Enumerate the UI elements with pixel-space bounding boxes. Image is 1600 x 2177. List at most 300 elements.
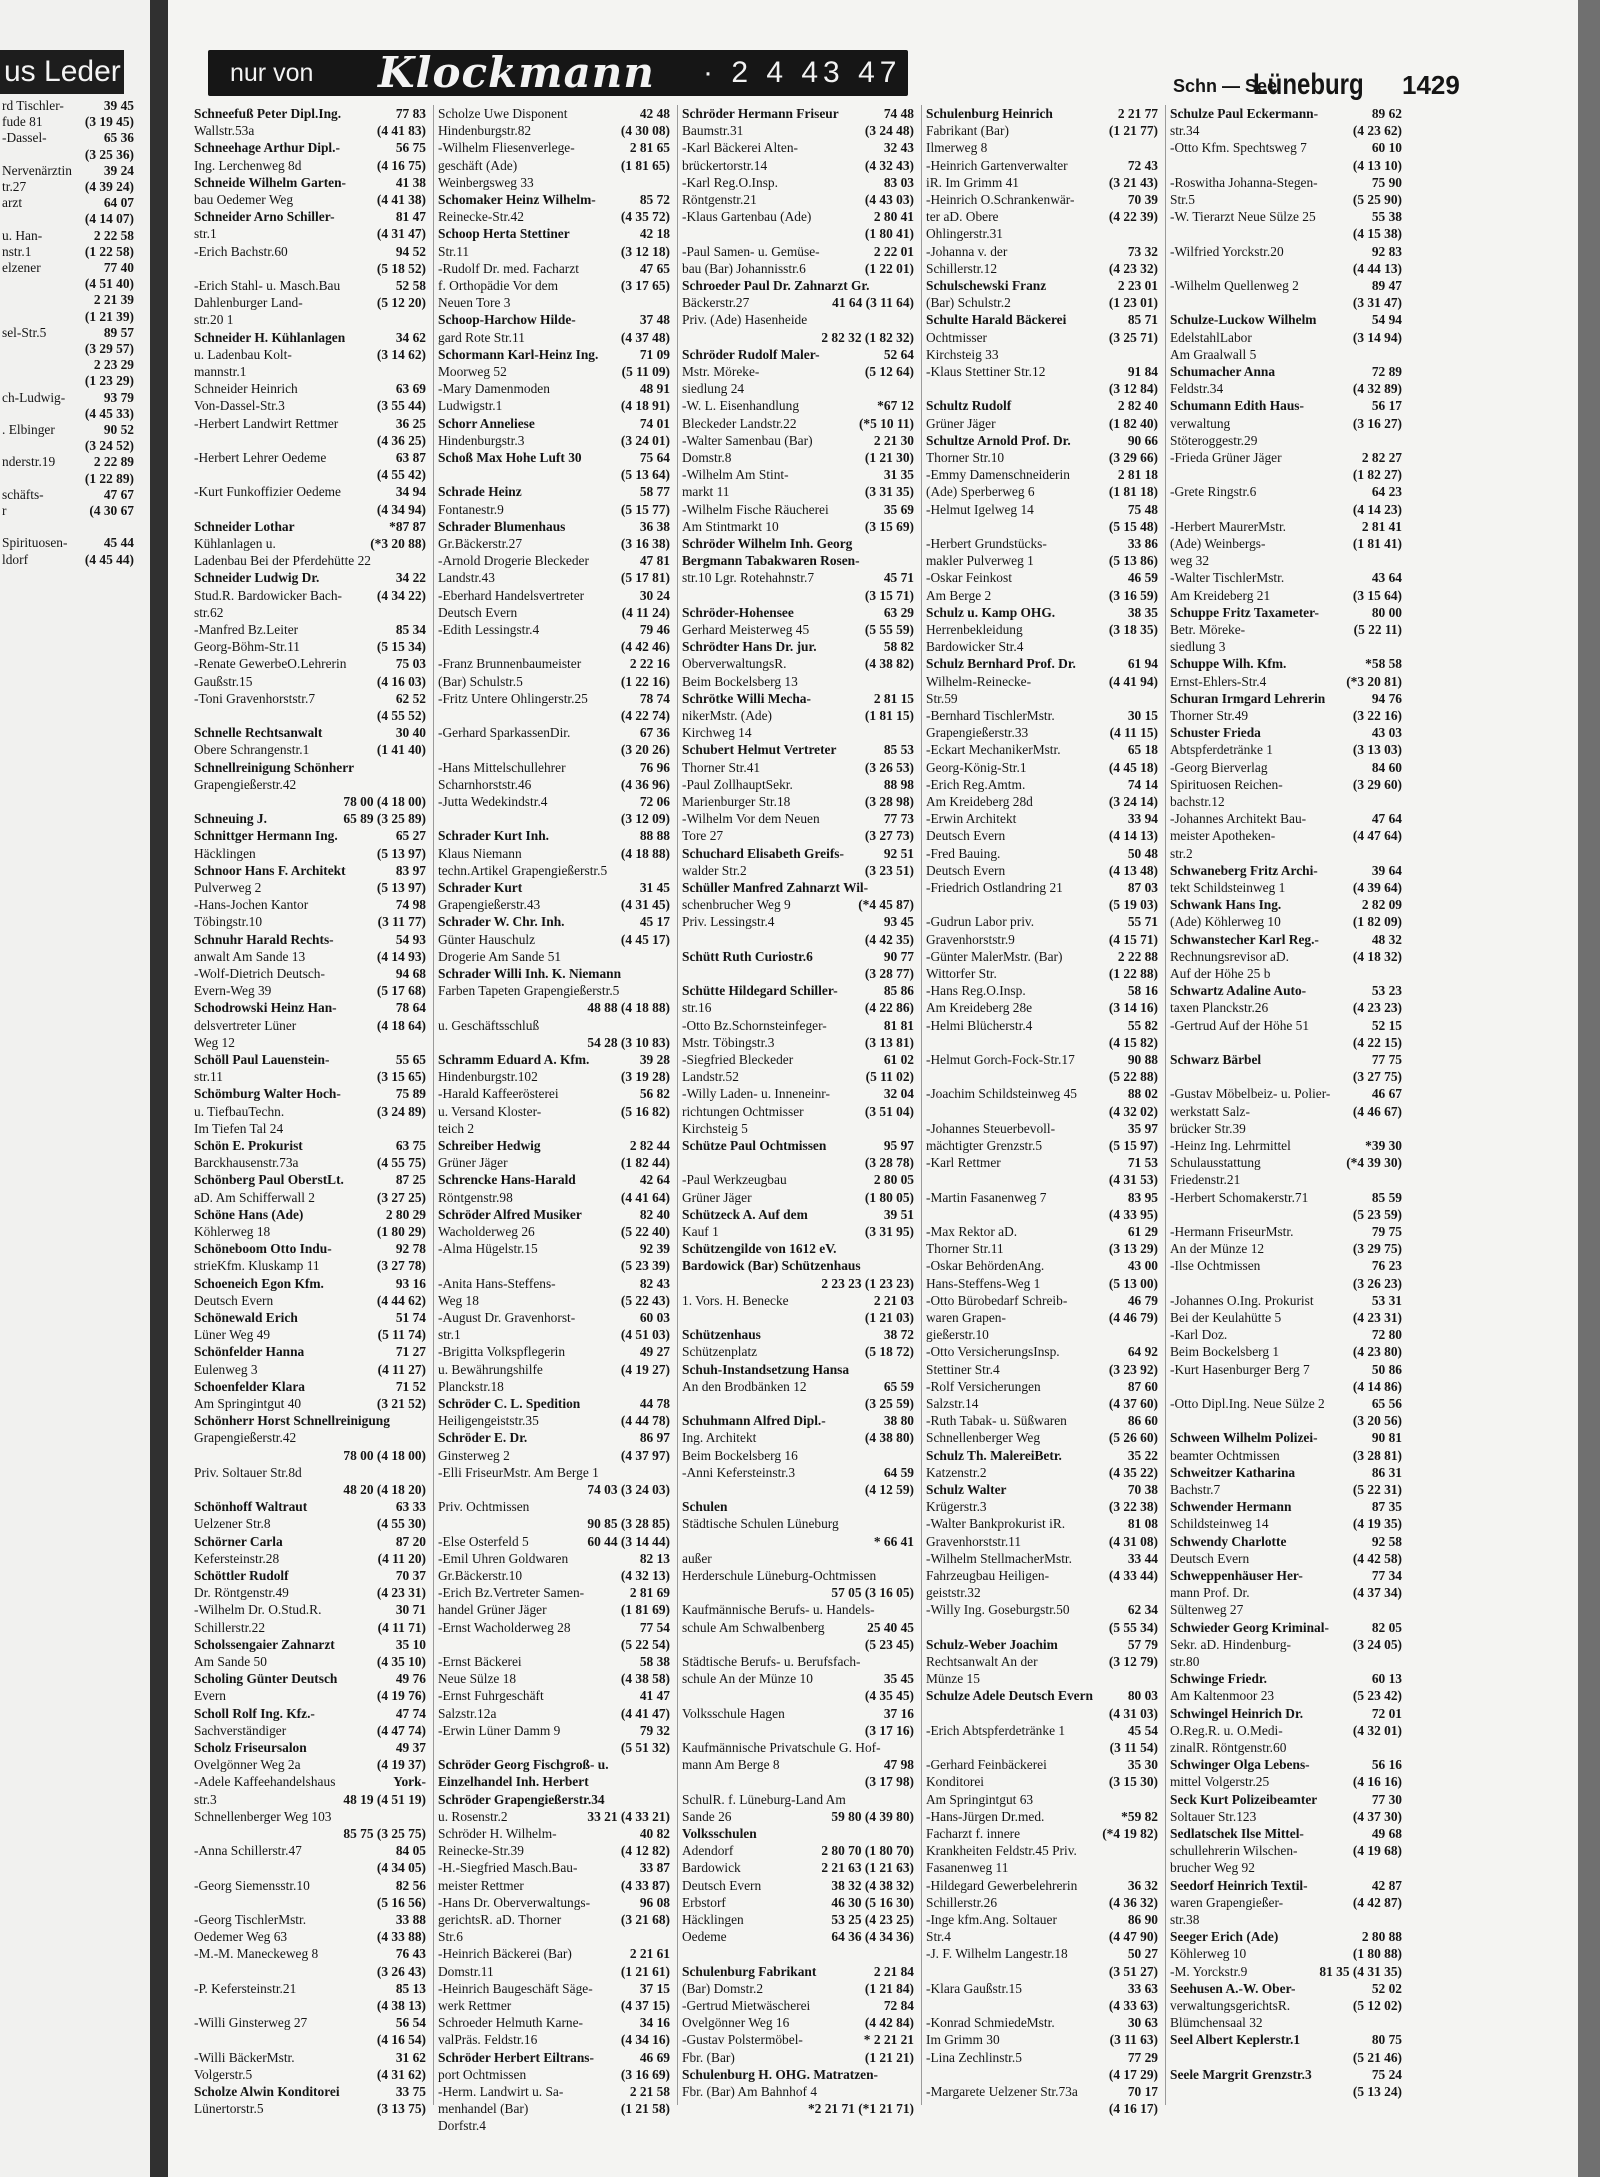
entry-text: -Emmy Damenschneiderin xyxy=(926,467,1070,483)
phone-number: (5 18 52) xyxy=(374,260,426,277)
entry-text: Georg-König-Str.1 xyxy=(926,759,1027,775)
directory-entry-line xyxy=(438,2117,670,2134)
entry-name: Schönfelder Hanna xyxy=(194,1344,305,1360)
directory-entry-line xyxy=(682,311,914,328)
directory-entry-line xyxy=(438,1670,670,1687)
directory-entry-line xyxy=(1170,139,1402,156)
entry-text: werk Rettmer xyxy=(438,1998,512,2013)
entry-text: fude 81 xyxy=(2,114,43,130)
directory-entry-line xyxy=(926,1773,1158,1790)
entry-text: -Walter TischlerMstr. xyxy=(1170,570,1285,586)
entry-text: Schillerstr.22 xyxy=(194,1619,266,1635)
phone-number: (4 41 38) xyxy=(374,191,426,208)
directory-entry-line xyxy=(682,1361,914,1378)
phone-number: 48 91 xyxy=(637,380,670,397)
directory-entry-line xyxy=(682,1017,914,1034)
directory-entry-line xyxy=(926,1447,1158,1464)
directory-entry-line xyxy=(682,1808,914,1825)
directory-entry-line xyxy=(1170,673,1402,690)
phone-number: 50 86 xyxy=(1369,1361,1402,1378)
directory-entry-line xyxy=(194,1533,426,1550)
entry-text: Ovelgönner Weg 16 xyxy=(682,2015,790,2031)
entry-text: -P. Kefersteinstr.21 xyxy=(194,1980,297,1996)
directory-entry-line xyxy=(1170,1791,1402,1808)
phone-number: (4 38 58) xyxy=(618,1670,670,1687)
entry-text: -Hermann FriseurMstr. xyxy=(1170,1224,1294,1239)
phone-number: (5 23 45) xyxy=(862,1636,914,1653)
directory-entry-line xyxy=(194,982,426,999)
phone-number: (*4 45 87) xyxy=(855,896,914,913)
previous-page-line xyxy=(2,535,134,551)
entry-text: Deutsch Evern xyxy=(1170,1550,1250,1566)
phone-number: (4 35 10) xyxy=(374,1653,426,1670)
entry-text: Wittorfer Str. xyxy=(926,966,997,981)
phone-number: 48 32 xyxy=(1369,931,1402,948)
entry-text: port Ochtmissen xyxy=(438,2066,527,2082)
phone-number: (4 33 44) xyxy=(1106,1567,1158,1584)
phone-number: 45 44 xyxy=(103,535,134,551)
phone-number: 65 56 xyxy=(1369,1395,1402,1412)
phone-number: (3 29 66) xyxy=(1106,449,1158,466)
phone-number: 75 90 xyxy=(1369,174,1402,191)
directory-entry-line xyxy=(438,1051,670,1068)
directory-entry-line xyxy=(1170,1670,1402,1687)
phone-number: 81 35 (4 31 35) xyxy=(1316,1963,1402,1980)
directory-entry-line xyxy=(682,1791,914,1808)
directory-entry-line xyxy=(682,1429,914,1446)
phone-number: 2 23 01 xyxy=(1115,277,1158,294)
phone-number: 44 78 xyxy=(637,1395,670,1412)
phone-number: (3 24 48) xyxy=(862,122,914,139)
phone-number: (5 17 81) xyxy=(618,569,670,586)
phone-number: 43 64 xyxy=(1369,569,1402,586)
entry-text: Uelzener Str.8 xyxy=(194,1516,271,1532)
directory-entry-line xyxy=(926,1825,1158,1842)
entry-text: -Ernst Fuhrgeschäft xyxy=(438,1688,544,1704)
phone-number: (1 80 05) xyxy=(862,1189,914,1206)
entry-name: Schoenfelder Klara xyxy=(194,1378,305,1394)
directory-entry-line xyxy=(194,139,426,156)
directory-entry-line xyxy=(438,1842,670,1859)
entry-text: Kauf 1 xyxy=(682,1224,719,1239)
directory-entry-line xyxy=(926,1877,1158,1894)
phone-number: (*3 20 88) xyxy=(367,535,426,552)
phone-number: 60 10 xyxy=(1369,139,1402,156)
entry-text: Eulenweg 3 xyxy=(194,1361,258,1377)
entry-text: -Walter Samenbau (Bar) xyxy=(682,432,813,448)
directory-entry-line xyxy=(1170,1567,1402,1584)
entry-name: Scholssengaier Zahnarzt xyxy=(194,1636,335,1652)
phone-number: 61 29 xyxy=(1125,1223,1158,1240)
directory-entry-line xyxy=(1170,191,1402,208)
directory-entry-line xyxy=(682,1533,914,1550)
directory-entry-line xyxy=(438,346,670,363)
phone-number: 2 23 29 xyxy=(93,357,134,373)
directory-entry-line xyxy=(1170,707,1402,724)
phone-number: 65 89 (3 25 89) xyxy=(340,810,426,827)
directory-entry-line xyxy=(682,965,914,982)
entry-text: schenbrucher Weg 9 xyxy=(682,897,791,913)
entry-text: -Fred Bauing. xyxy=(926,845,1001,861)
phone-number: (1 22 58) xyxy=(84,243,134,259)
entry-text: Beim Bockelsberg 13 xyxy=(682,673,798,689)
phone-number: 34 94 xyxy=(393,483,426,500)
entry-text: Herderschule Lüneburg-Ochtmissen xyxy=(682,1568,877,1583)
directory-column-1 xyxy=(194,105,430,2165)
phone-number: (1 82 44) xyxy=(618,1154,670,1171)
directory-entry-line xyxy=(1170,931,1402,948)
phone-number: 2 82 44 xyxy=(627,1137,670,1154)
entry-name: Schöneboom Otto Indu- xyxy=(194,1241,332,1257)
directory-entry-line xyxy=(926,1326,1158,1343)
entry-text: -Hans-Jochen Kantor xyxy=(194,897,309,913)
directory-entry-line xyxy=(682,2049,914,2066)
entry-text: Baumstr.31 xyxy=(682,123,744,139)
entry-name: Schwinge Friedr. xyxy=(1170,1671,1267,1687)
directory-entry-line xyxy=(682,1825,914,1842)
directory-entry-line xyxy=(194,1326,426,1343)
directory-entry-line xyxy=(926,2100,1158,2117)
entry-text: O.Reg.R. u. O.Medi- xyxy=(1170,1722,1283,1738)
phone-number: 61 94 xyxy=(1125,655,1158,672)
entry-text: -Lina Zechlinstr.5 xyxy=(926,2049,1022,2065)
directory-entry-line xyxy=(682,759,914,776)
phone-number: 31 45 xyxy=(637,879,670,896)
phone-number: 40 82 xyxy=(637,1825,670,1842)
phone-number: (3 23 51) xyxy=(862,862,914,879)
directory-entry-line xyxy=(1170,1447,1402,1464)
entry-text: (Ade) Köhlerweg 10 xyxy=(1170,914,1281,930)
phone-number: *2 21 71 (*1 21 71) xyxy=(805,2100,914,2117)
phone-number: (4 45 33) xyxy=(84,405,134,421)
directory-entry-line xyxy=(438,363,670,380)
entry-name: Schwieder Georg Kriminal- xyxy=(1170,1619,1329,1635)
phone-number: (4 19 27) xyxy=(618,1361,670,1378)
directory-entry-line xyxy=(682,638,914,655)
entry-text: Ladenbau Bei der Pferdehütte 22 xyxy=(194,553,371,569)
entry-text: ldorf xyxy=(2,551,29,567)
phone-number: 2 22 89 xyxy=(93,454,134,470)
directory-entry-line xyxy=(682,1877,914,1894)
directory-entry-line xyxy=(194,793,426,810)
entry-text: -Gustav Möbelbeiz- u. Polier- xyxy=(1170,1086,1331,1102)
entry-text: Am Kreideberg 28d xyxy=(926,794,1033,809)
directory-entry-line xyxy=(926,982,1158,999)
phone-number: 83 95 xyxy=(1125,1189,1158,1206)
directory-entry-line xyxy=(1170,810,1402,827)
directory-entry-line xyxy=(438,1722,670,1739)
directory-entry-line xyxy=(194,604,426,621)
phone-number: (3 27 25) xyxy=(374,1189,426,1206)
directory-entry-line xyxy=(682,1154,914,1171)
entry-text: Domstr.8 xyxy=(682,450,732,465)
entry-text: An der Münze 12 xyxy=(1170,1241,1265,1257)
directory-entry-line xyxy=(1170,1395,1402,1412)
entry-name: Schrader Kurt xyxy=(438,880,523,895)
directory-entry-line xyxy=(194,1137,426,1154)
directory-entry-line xyxy=(682,535,914,552)
phone-number: 78 00 (4 18 00) xyxy=(340,1447,426,1464)
entry-text: schäfts- xyxy=(2,486,44,502)
phone-number: (4 44 62) xyxy=(374,1292,426,1309)
entry-text: str.10 Lgr. Rotehahnstr.7 xyxy=(682,570,815,586)
phone-number: (5 23 59) xyxy=(1350,1206,1402,1223)
directory-entry-line xyxy=(1170,1739,1402,1756)
phone-number: (4 19 76) xyxy=(374,1687,426,1704)
directory-entry-line xyxy=(194,724,426,741)
entry-name: Schröder E. Dr. xyxy=(438,1430,528,1446)
entry-text: -Edith Lessingstr.4 xyxy=(438,622,540,637)
directory-entry-line xyxy=(194,122,426,139)
phone-number: 36 32 xyxy=(1125,1877,1158,1894)
directory-entry-line xyxy=(1170,1859,1402,1876)
entry-text: str.2 xyxy=(1170,845,1193,861)
entry-text: (Bar) Domstr.2 xyxy=(682,1980,764,1996)
directory-entry-line xyxy=(194,999,426,1016)
directory-entry-line xyxy=(194,810,426,827)
entry-text: Deutsch Evern xyxy=(682,1877,762,1893)
entry-name: Schützeck A. Auf dem xyxy=(682,1206,808,1222)
entry-text: Obere Schrangenstr.1 xyxy=(194,742,310,758)
phone-number: 76 23 xyxy=(1369,1257,1402,1274)
phone-number: 39 45 xyxy=(103,98,134,113)
phone-number: 47 67 xyxy=(103,486,134,502)
entry-text: -Heinz Ing. Lehrmittel xyxy=(1170,1138,1291,1153)
phone-number: 2 81 41 xyxy=(1359,518,1402,535)
phone-number: (4 44 13) xyxy=(1350,260,1402,277)
phone-number: 64 07 xyxy=(103,195,134,211)
phone-number: 85 59 xyxy=(1369,1189,1402,1206)
phone-number: 70 37 xyxy=(393,1567,426,1584)
phone-number: 47 81 xyxy=(637,552,670,569)
directory-entry-line xyxy=(194,1567,426,1584)
phone-number: (3 20 56) xyxy=(1350,1412,1402,1429)
phone-number: (4 39 64) xyxy=(1350,879,1402,896)
directory-entry-line xyxy=(438,1447,670,1464)
directory-entry-line xyxy=(1170,277,1402,294)
entry-text: siedlung 24 xyxy=(682,381,745,397)
directory-entry-line xyxy=(1170,1017,1402,1034)
phone-number: (4 33 87) xyxy=(618,1877,670,1894)
phone-number: (4 14 13) xyxy=(1106,827,1158,844)
directory-entry-line xyxy=(1170,587,1402,604)
entry-text: markt 11 xyxy=(682,484,730,500)
phone-number: (5 25 90) xyxy=(1350,191,1402,208)
directory-column-5 xyxy=(1170,105,1406,2165)
phone-number: 47 65 xyxy=(637,260,670,277)
phone-number: 2 21 84 xyxy=(871,1963,914,1980)
entry-text: Gerhard Meisterweg 45 xyxy=(682,622,810,637)
directory-entry-line xyxy=(1170,1361,1402,1378)
entry-name: Schwarz Bärbel xyxy=(1170,1052,1262,1067)
phone-number: (3 17 98) xyxy=(862,1773,914,1790)
phone-number: 35 10 xyxy=(393,1636,426,1653)
directory-entry-line xyxy=(194,1842,426,1859)
phone-number: 49 68 xyxy=(1369,1825,1402,1842)
entry-text: OberverwaltungsR. xyxy=(682,656,787,672)
entry-name: Schröder Rudolf Maler- xyxy=(682,346,820,362)
entry-text: Dorfstr.4 xyxy=(438,2118,486,2134)
entry-name: Schrader Willi Inh. K. Niemann xyxy=(438,966,622,981)
directory-entry-line xyxy=(194,1894,426,1911)
phone-number: 38 32 (4 38 32) xyxy=(828,1877,914,1894)
entry-text: -Georg Bierverlag xyxy=(1170,759,1268,775)
phone-number: (3 13 81) xyxy=(862,1034,914,1051)
entry-text: Bardowicker Str.4 xyxy=(926,639,1024,655)
advertisement-banner xyxy=(208,50,908,96)
phone-number: 35 45 xyxy=(881,1670,914,1687)
entry-text: u. Ladenbau Kolt- xyxy=(194,346,292,362)
directory-entry-line xyxy=(682,1515,914,1532)
phone-number: 2 21 77 xyxy=(1115,105,1158,122)
directory-entry-line xyxy=(1170,776,1402,793)
directory-entry-line xyxy=(926,380,1158,397)
entry-text: -Helmut Igelweg 14 xyxy=(926,501,1034,517)
directory-entry-line xyxy=(682,913,914,930)
phone-number: 49 37 xyxy=(393,1739,426,1756)
directory-entry-line xyxy=(438,1533,670,1550)
directory-entry-line xyxy=(682,191,914,208)
entry-text: Kirchsteig 5 xyxy=(682,1120,748,1136)
phone-number: (4 23 31) xyxy=(1350,1309,1402,1326)
directory-entry-line xyxy=(926,1189,1158,1206)
entry-text: Neue Sülze 18 xyxy=(438,1671,517,1687)
phone-number: 71 53 xyxy=(1125,1154,1158,1171)
phone-number: (3 22 38) xyxy=(1106,1498,1158,1515)
directory-entry-line xyxy=(438,1894,670,1911)
entry-name: Schröder Wilhelm Inh. Georg xyxy=(682,536,853,551)
entry-text: -Helmi Blücherstr.4 xyxy=(926,1017,1033,1033)
entry-text: weg 32 xyxy=(1170,553,1210,569)
directory-entry-line xyxy=(682,2031,914,2048)
previous-page-line xyxy=(2,503,134,519)
entry-text: r xyxy=(2,503,7,518)
phone-number: (3 23 92) xyxy=(1106,1361,1158,1378)
phone-number: (3 13 03) xyxy=(1350,741,1402,758)
directory-entry-line xyxy=(682,1687,914,1704)
entry-text: Barckhausenstr.73a xyxy=(194,1155,299,1171)
phone-number: *39 30 xyxy=(1362,1137,1402,1154)
phone-number: (4 55 75) xyxy=(374,1154,426,1171)
directory-entry-line xyxy=(438,1464,670,1481)
directory-entry-line xyxy=(682,1756,914,1773)
entry-text: Häcklingen xyxy=(682,1912,744,1927)
directory-entry-line xyxy=(194,1739,426,1756)
entry-text: Kaufmännische Berufs- u. Handels- xyxy=(682,1602,875,1618)
directory-entry-line xyxy=(438,157,670,174)
directory-entry-line xyxy=(926,604,1158,621)
entry-name: Schultze Arnold Prof. Dr. xyxy=(926,432,1071,448)
directory-entry-line xyxy=(926,1378,1158,1395)
entry-name: Schulenburg Heinrich xyxy=(926,106,1053,121)
entry-text: valPräs. Feldstr.16 xyxy=(438,2032,538,2048)
entry-text: meister Apotheken- xyxy=(1170,828,1276,844)
directory-entry-line xyxy=(194,157,426,174)
directory-entry-line xyxy=(438,1068,670,1085)
directory-entry-line xyxy=(438,329,670,346)
entry-text: Stud.R. Bardowicker Bach- xyxy=(194,587,343,603)
entry-name: Schuppe Wilh. Kfm. xyxy=(1170,656,1287,672)
directory-entry-line xyxy=(438,191,670,208)
entry-name: Schöne Hans (Ade) xyxy=(194,1206,304,1222)
phone-number: 2 80 88 xyxy=(1359,1928,1402,1945)
phone-number: 62 52 xyxy=(393,690,426,707)
directory-entry-line xyxy=(438,1017,670,1034)
phone-number: 30 71 xyxy=(393,1601,426,1618)
directory-entry-line xyxy=(1170,122,1402,139)
phone-number: 60 03 xyxy=(637,1309,670,1326)
directory-entry-line xyxy=(926,896,1158,913)
directory-entry-line xyxy=(682,1894,914,1911)
entry-text: str.1 xyxy=(438,1327,461,1343)
phone-number: (3 51 04) xyxy=(862,1103,914,1120)
phone-number: (4 14 23) xyxy=(1350,501,1402,518)
directory-entry-line xyxy=(194,1945,426,1962)
directory-entry-line xyxy=(438,1223,670,1240)
directory-entry-line xyxy=(438,1412,670,1429)
directory-entry-line xyxy=(194,260,426,277)
entry-text: Ing. Lerchenweg 8d xyxy=(194,157,302,173)
phone-number: (4 38 82) xyxy=(862,655,914,672)
directory-entry-line xyxy=(682,1722,914,1739)
previous-page-line xyxy=(2,260,134,276)
directory-entry-line xyxy=(194,2083,426,2100)
phone-number: 82 05 xyxy=(1369,1619,1402,1636)
directory-entry-line xyxy=(438,174,670,191)
directory-entry-line xyxy=(438,793,670,810)
entry-text: ch-Ludwig- xyxy=(2,389,66,405)
directory-entry-line xyxy=(682,2083,914,2100)
directory-entry-line xyxy=(926,1515,1158,1532)
directory-entry-line xyxy=(438,1343,670,1360)
directory-entry-line xyxy=(1170,862,1402,879)
entry-name: Seehusen A.-W. Ober- xyxy=(1170,1980,1296,1996)
directory-entry-line xyxy=(926,587,1158,604)
directory-entry-line xyxy=(194,965,426,982)
directory-entry-line xyxy=(1170,913,1402,930)
phone-number: 2 81 18 xyxy=(1115,466,1158,483)
directory-entry-line xyxy=(194,1825,426,1842)
entry-text: Hindenburgstr.3 xyxy=(438,432,525,448)
directory-entry-line xyxy=(194,845,426,862)
directory-entry-line xyxy=(194,1103,426,1120)
phone-number: (4 23 31) xyxy=(374,1584,426,1601)
directory-entry-line xyxy=(1170,380,1402,397)
directory-entry-line xyxy=(438,673,670,690)
directory-entry-line xyxy=(194,862,426,879)
entry-name: Schröder Georg Fischgroß- u. xyxy=(438,1757,609,1773)
phone-number: (3 29 57) xyxy=(84,341,134,356)
entry-text: EdelstahlLabor xyxy=(1170,329,1252,345)
entry-text: Herrenbekleidung xyxy=(926,622,1023,637)
directory-entry-line xyxy=(682,827,914,844)
phone-number: 75 64 xyxy=(637,449,670,466)
directory-entry-line xyxy=(1170,1722,1402,1739)
phone-number: (5 23 42) xyxy=(1350,1687,1402,1704)
phone-number: 90 81 xyxy=(1369,1429,1402,1446)
entry-text: anwalt Am Sande 13 xyxy=(194,948,306,964)
phone-number: (5 19 03) xyxy=(1106,896,1158,913)
phone-number: (3 22 16) xyxy=(1350,707,1402,724)
entry-name: Schultz Rudolf xyxy=(926,398,1012,414)
phone-number: 73 32 xyxy=(1125,243,1158,260)
phone-number: 88 88 xyxy=(637,827,670,844)
entry-text: Deutsch Evern xyxy=(438,604,518,620)
entry-text: -Hans Mittelschullehrer xyxy=(438,759,566,775)
entry-name: Schulz Th. MalereiBetr. xyxy=(926,1447,1062,1463)
phone-number: 74 14 xyxy=(1125,776,1158,793)
phone-number: (3 12 18) xyxy=(618,243,670,260)
